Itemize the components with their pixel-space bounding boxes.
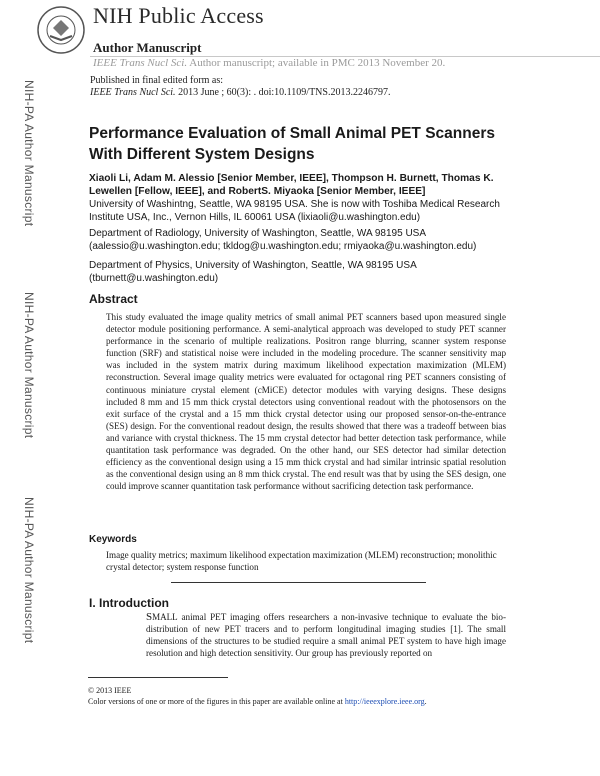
side-watermark-bottom: NIH-PA Author Manuscript — [22, 497, 36, 644]
affiliation: Department of Radiology, University of Washington, Seattle, WA 98195 USA (aalessio@u.washington.edu; tkldog@u.washington.edu; rmiyaoka@u.washington.edu) — [89, 228, 477, 252]
introduction-heading: I. Introduction — [89, 596, 169, 610]
published-in-label: Published in final edited form as: — [90, 75, 224, 86]
abstract-body: This study evaluated the image quality metrics of small animal PET scanners based upon measured single detector module positioning performance. A semi-analytical approach was developed to study PET scanner performance in the scenario of multiple realizations. Positron range blurring, scanner system response function (SRF) and statistical noise were included in the modeling procedure. The scanner sensitivity map was included in the system matrix during maximum likelihood expectation maximization (MLEM) reconstruction. Several image quality metrics were evaluated for octagonal ring PET scanners consisting of continuous miniature crystal element (cMiCE) detector modules with varying designs. These designs included 8 mm and 15 mm thick crystal detectors using conventional readout with the photosensors on the exit surface of the crystal and a 15 mm thick crystal detector using our proposed sensor-on-the-entrance (SES) design. For the conventional readout design, the results showed that there was a tradeoff between bias and variance with crystal thickness. The 15 mm crystal detector had better detection task performance, while quantitation task performance was degraded. On the other hand, our SES detector had similar detection efficiency as the conventional design using a 15 mm thick crystal and had similar intrinsic spatial resolution as the conventional design using an 8 mm thick crystal. The end result was that by using the SES design, one could improve scanner quantitation task performance without sacrificing detection task performance. — [106, 312, 506, 492]
side-watermark-middle: NIH-PA Author Manuscript — [22, 292, 36, 439]
ieeexplore-link[interactable]: http://ieeexplore.ieee.org — [344, 697, 425, 706]
nih-seal-logo — [36, 5, 86, 55]
footnote-divider — [88, 677, 228, 678]
introduction-body: SMALL animal PET imaging offers researchers a non-invasive technique to evaluate the bio-distribution of new PET tracers and to perform longitudinal imaging studies [1]. The small dimensions of the structures to be studied require a small animal PET system to have high image resolution and high detection sensitivity. Our group has previously reported on — [146, 611, 506, 659]
abstract-heading: Abstract — [89, 292, 138, 306]
keywords-heading: Keywords — [89, 534, 137, 545]
section-divider — [171, 582, 426, 583]
side-watermark-top: NIH-PA Author Manuscript — [22, 80, 36, 227]
color-figures-note: Color versions of one or more of the figures in this paper are available online at http://ieeexplore.ieee.org. — [88, 697, 427, 706]
citation: IEEE Trans Nucl Sci. 2013 June ; 60(3): . doi:10.1109/TNS.2013.2246797. — [90, 87, 391, 98]
journal-availability: IEEE Trans Nucl Sci. Author manuscript; available in PMC 2013 November 20. — [93, 57, 446, 69]
keywords-body: Image quality metrics; maximum likelihood expectation maximization (MLEM) reconstruction; monolithic crystal detector; system response function — [106, 550, 497, 573]
paper-title: Performance Evaluation of Small Animal PET Scanners With Different System Designs — [89, 125, 495, 163]
author-list: Xiaoli Li, Adam M. Alessio [Senior Member, IEEE], Thompson H. Burnett, Thomas K. Lewellen [Fellow, IEEE], and RobertS. Miyaoka [Senior Member, IEEE] — [89, 173, 494, 197]
nih-public-access-title: NIH Public Access — [93, 3, 264, 28]
author-manuscript-label: Author Manuscript — [93, 40, 202, 55]
affiliation: University of Washintng, Seattle, WA 98195 USA. She is now with Toshiba Medical Research Institute USA, Inc., Vernon Hills, IL 60061 USA (lixiaoli@u.washington.edu) — [89, 199, 500, 223]
copyright-notice: © 2013 IEEE — [88, 686, 132, 695]
affiliation: Department of Physics, University of Washington, Seattle, WA 98195 USA (tburnett@u.washington.edu) — [89, 260, 417, 284]
